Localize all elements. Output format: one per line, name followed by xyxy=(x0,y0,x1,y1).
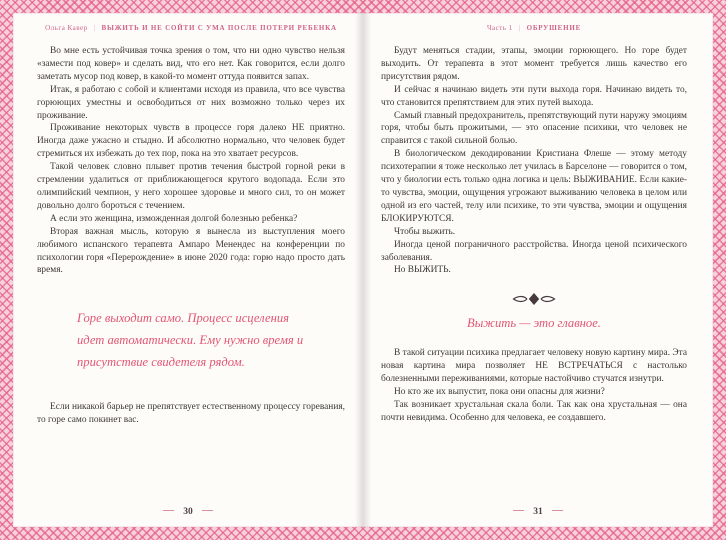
body-paragraph: Вторая важная мысль, которую я вынесла из выступления моего любимого испанского терапевта Ампаро Менендес на конференции по психологии горя «Перерождение» в июне 2020 года: горю надо просто дать время. xyxy=(37,226,345,276)
running-head-right xyxy=(381,24,687,32)
left-body-text xyxy=(37,45,345,427)
page-number-left xyxy=(13,507,363,517)
page-number-right xyxy=(363,507,713,517)
body-paragraph: Но кто же их выпустит, пока они опасны для жизни? xyxy=(394,387,605,398)
body-paragraph: Так возникает хрустальная скала боли. Так как она хрустальная — она почти невидима. Особенно для человека, ее создавшего. xyxy=(381,399,687,423)
folio-dash xyxy=(163,510,174,511)
body-paragraph: Самый главный предохранитель, препятствующий пути наружу эмоциям горя, чтобы быть прожитыми, — это опасение психики, что человек не справится с такой сильной болью. xyxy=(381,110,687,147)
author-name: Ольга Кавер xyxy=(45,24,88,32)
body-paragraph: В такой ситуации психика предлагает человеку новую картину мира. Эта новая картина мира позволяет НЕ ВСТРЕЧАТЬСЯ с настолько болезненными переживаниями, которые настойчиво стучатся изнутри. xyxy=(381,348,687,385)
pull-quote: Горе выходит само. Процесс исцеления идет автоматически. Ему нужно время и присутствие свидетеля рядом. xyxy=(77,311,304,370)
body-paragraph: Чтобы выжить. xyxy=(394,226,456,237)
folio-dash xyxy=(513,510,524,511)
page-left xyxy=(13,13,363,527)
book-title: ВЫЖИТЬ И НЕ СОЙТИ С УМА ПОСЛЕ ПОТЕРИ РЕБЕНКА xyxy=(101,24,337,32)
part-label: Часть 1 xyxy=(486,24,513,32)
header-separator: | xyxy=(518,24,521,32)
page-number-value: 30 xyxy=(183,507,193,517)
diamond-fleuron-icon xyxy=(381,292,687,311)
folio-dash xyxy=(552,510,563,511)
body-paragraph: В биологическом декодировании Кристиана Флеше — этому методу психотерапии я тоже несколько лет училась в Барселоне — говорится о том, что у биологии есть только одна логика и цель: ВЫЖИВАНИЕ. Если какие-то чувства, эмоции, ощущения угрожают выживанию человека в целом или одной из его частей, телу или психике, то эти чувства, эмоции и ощущения БЛОКИРУЮТСЯ. xyxy=(381,149,687,224)
body-paragraph: Если никакой барьер не препятствует естественному процессу горевания, то горе само покинет вас. xyxy=(37,402,345,426)
body-paragraph: А если это женщина, изможденная долгой болезнью ребенка? xyxy=(50,213,298,224)
body-paragraph: Во мне есть устойчивая точка зрения о том, что ни одно чувство нельзя «замести под ковер» и сделать вид, что его нет. Как говорится, если долго заметать мусор под ковер, в какой-то момент оттуда появится запах. xyxy=(37,46,345,82)
page-right xyxy=(363,13,713,527)
body-paragraph: И сейчас я начинаю видеть эти пути выхода горя. Начинаю видеть то, что становится препятствием для этих путей выхода. xyxy=(381,84,687,108)
body-paragraph: Иногда ценой пограничного расстройства. Иногда ценой психического заболевания. xyxy=(381,239,687,263)
body-paragraph: Но ВЫЖИТЬ. xyxy=(394,265,451,276)
body-paragraph: Будут меняться стадии, этапы, эмоции горюющего. Но горе будет выходить. От терапевта в этот момент требуется лишь качество его присутствия рядом. xyxy=(381,46,687,82)
body-paragraph: Итак, я работаю с собой и клиентами исходя из правила, что все чувства горюющих уместны и освободиться от них возможно только через их проживание. xyxy=(37,84,345,121)
section-heading: Выжить — это главное. xyxy=(467,316,601,331)
folio-dash xyxy=(202,510,213,511)
body-paragraph: Проживание некоторых чувств в процессе горя далеко НЕ приятно. Иногда даже ужасно и стыдно. И абсолютно нормально, что человек будет стремиться их избежать до тех пор, пока на это хватает ресурсов. xyxy=(37,123,345,160)
running-head-left xyxy=(37,24,345,32)
page-number-value: 31 xyxy=(533,507,543,517)
right-body-text xyxy=(381,45,687,425)
header-separator: | xyxy=(93,24,96,32)
body-paragraph: Такой человек словно плывет против течения быстрой горной реки в стремлении удалиться от приближающегося крутого водопада. Если это олимпийский чемпион, у него хорошее здоровье и много сил, то он может довольно долго бороться с течением. xyxy=(37,162,345,211)
book-spread xyxy=(13,13,713,527)
chapter-title: ОБРУШЕНИЕ xyxy=(526,24,582,32)
